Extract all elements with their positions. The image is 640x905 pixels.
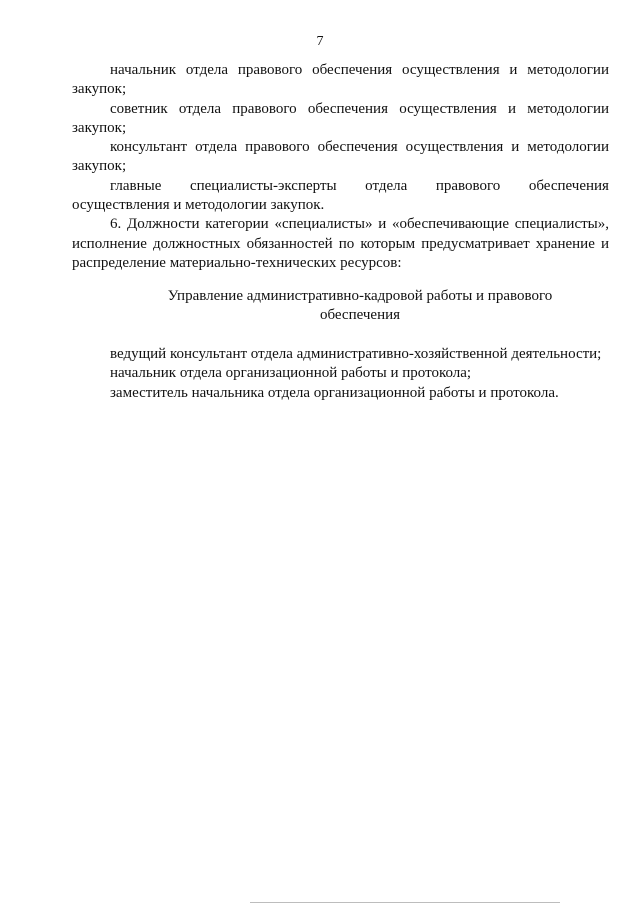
word: правового (435, 177, 501, 194)
list-item: ведущий консультант отдела административно-хозяйственной деятельности; (110, 346, 602, 362)
section-heading (150, 287, 570, 326)
paragraph-continuation: закупок; (72, 119, 127, 136)
list-item: заместитель начальника отдела организационной работы и протокола. (110, 384, 559, 401)
paragraph-consultant-legal-dept (72, 138, 609, 157)
word: обеспечения (528, 177, 609, 194)
paragraph-continuation: осуществления и методологии закупок. (72, 197, 325, 214)
paragraph-line: советник отдела правового обеспечения осуществления и методологии (110, 100, 609, 117)
paragraph-advisor-legal-dept (72, 100, 609, 119)
page-number: 7 (316, 34, 324, 49)
section-heading-line: Управление административно-кадровой работы и правового (167, 288, 553, 304)
document-body (72, 61, 609, 273)
section-heading-line: обеспечения (319, 307, 401, 324)
list-item: начальник отдела организационной работы и протокола; (110, 365, 472, 382)
word: отдела (365, 177, 408, 194)
paragraph-continuation: закупок; (72, 158, 127, 175)
paragraph-line: консультант отдела правового обеспечения осуществления и методологии (110, 139, 609, 156)
word: специалисты-эксперты (189, 177, 337, 194)
word: главные (110, 177, 162, 194)
paragraph-continuation: закупок; (72, 81, 127, 98)
position-list (110, 345, 610, 403)
paragraph-item-6: 6. Должности категории «специалисты» и «обеспечивающие специалисты», исполнение должностных обязанностей по которым предусматривает хранение и распределение материально-технических ресурсов: (72, 216, 609, 271)
paragraph-chief-specialists (72, 177, 609, 196)
scan-edge-line (250, 902, 560, 903)
paragraph-line: начальник отдела правового обеспечения осуществления и методологии (110, 62, 609, 78)
paragraph-head-of-legal-dept (72, 61, 609, 80)
